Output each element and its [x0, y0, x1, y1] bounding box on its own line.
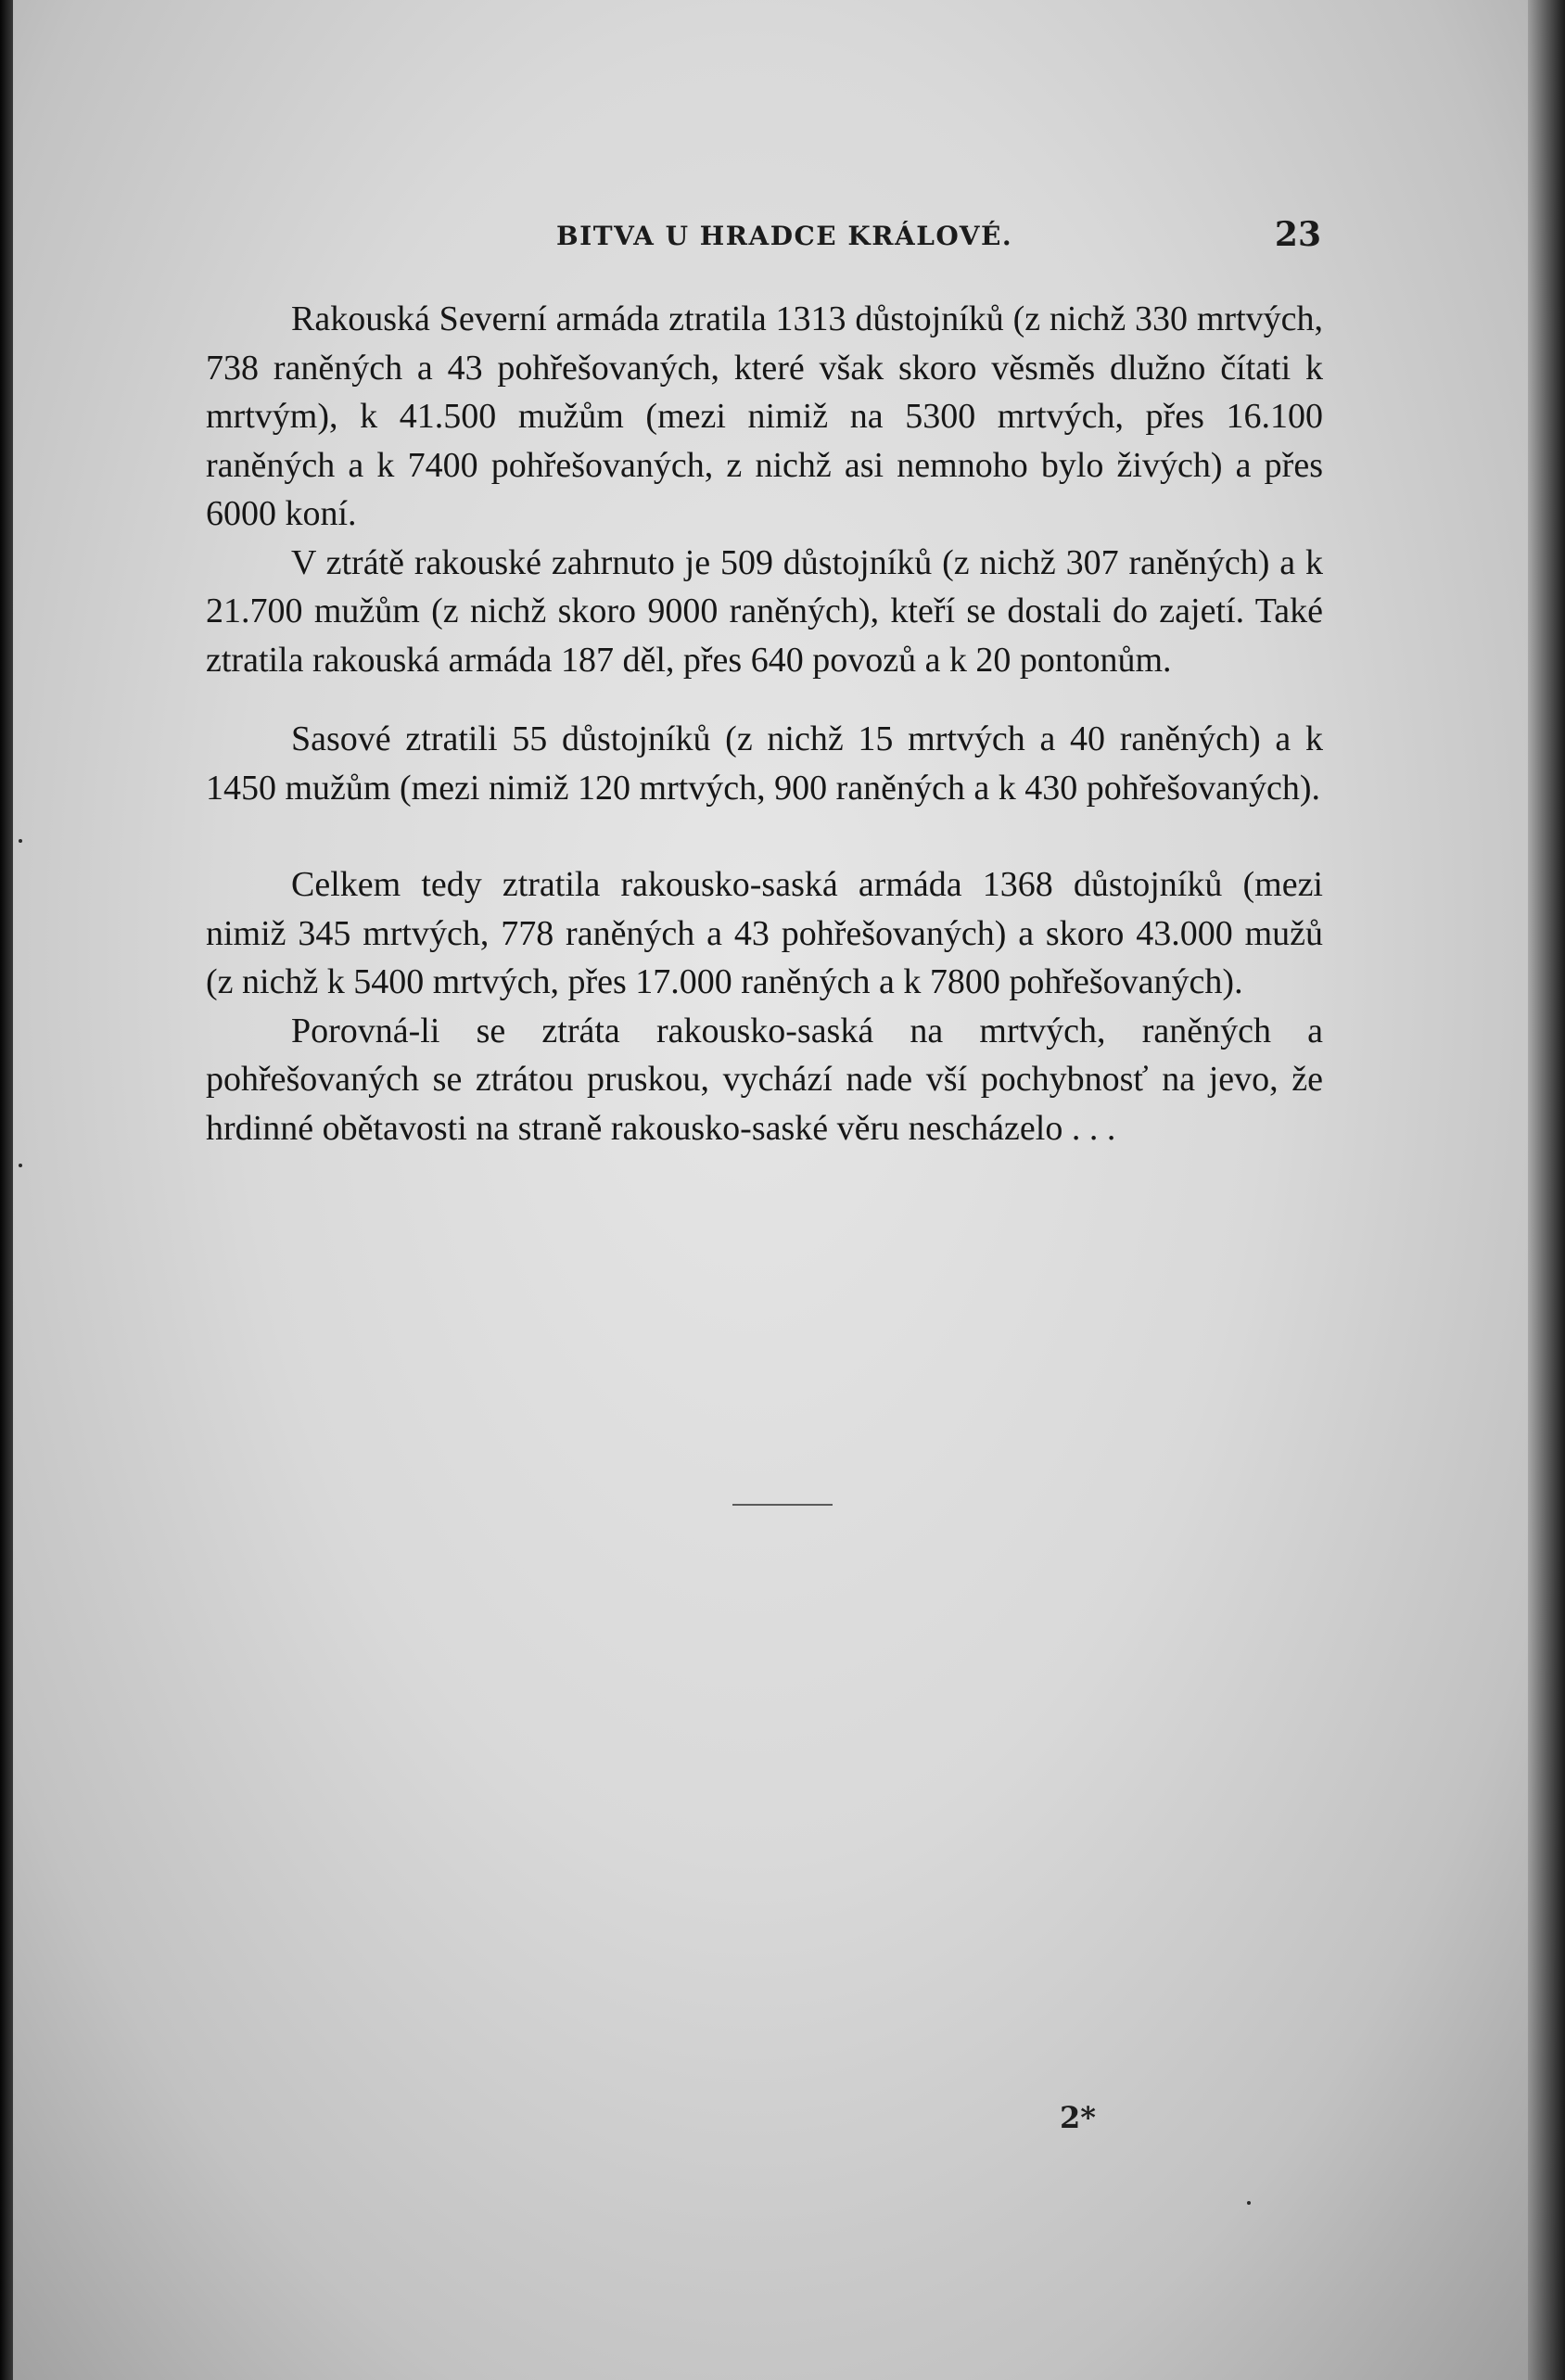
running-title: BITVA U HRADCE KRÁLOVÉ.	[556, 221, 1013, 251]
paragraph-comparison: Porovná-li se ztráta rakousko-saská na mrtvých, raněných a pohřešovaných se ztrátou pruskou, vychází nade vší pochybnosť na jevo, že hrdinné obětavosti na straně rakousko-saské věru nescházelo . . .	[206, 1011, 1323, 1148]
paper-speck	[19, 1164, 22, 1167]
page-header	[204, 215, 1321, 261]
paragraph-austrian-captured: V ztrátě rakouské zahrnuto je 509 důstojníků (z nichž 307 raněných) a k 21.700 mužům (z nichž skoro 9000 raněných), kteří se dostali do zajetí. Také ztratila rakouská armáda 187 děl, přes 640 povozů a k 20 pontonům.	[206, 542, 1323, 680]
printer-signature-mark: 2*	[1060, 2100, 1096, 2135]
page-edge-right	[1528, 0, 1565, 2380]
paragraph-saxon-losses: Sasové ztratili 55 důstojníků (z nichž 15 mrtvých a 40 raněných) a k 1450 mužům (mezi nimiž 120 mrtvých, 900 raněných a k 430 pohřešovaných).	[206, 719, 1323, 808]
paragraph-total-losses: Celkem tedy ztratila rakousko-saská armáda 1368 důstojníků (mezi nimiž 345 mrtvých, 778 raněných a 43 pohřešovaných) a skoro 43.000 mužů (z nichž k 5400 mrtvých, přes 17.000 raněných a k 7800 pohřešovaných).	[206, 865, 1323, 1001]
section-end-rule	[732, 1504, 833, 1506]
page-body	[206, 295, 1323, 1152]
page-edge-left	[0, 0, 13, 2380]
page-number: 23	[1274, 215, 1321, 254]
paragraph-austrian-losses: Rakouská Severní armáda ztratila 1313 důstojníků (z nichž 330 mrtvých, 738 raněných a 43 pohřešovaných, které však skoro věsměs dlužno čítati k mrtvým), k 41.500 mužům (mezi nimiž na 5300 mrtvých, přes 16.100 raněných a k 7400 pohřešovaných, z nichž asi nemnoho bylo živých) a přes 6000 koní.	[206, 299, 1323, 533]
paper-speck	[1247, 2201, 1251, 2205]
paper-speck	[19, 839, 22, 843]
